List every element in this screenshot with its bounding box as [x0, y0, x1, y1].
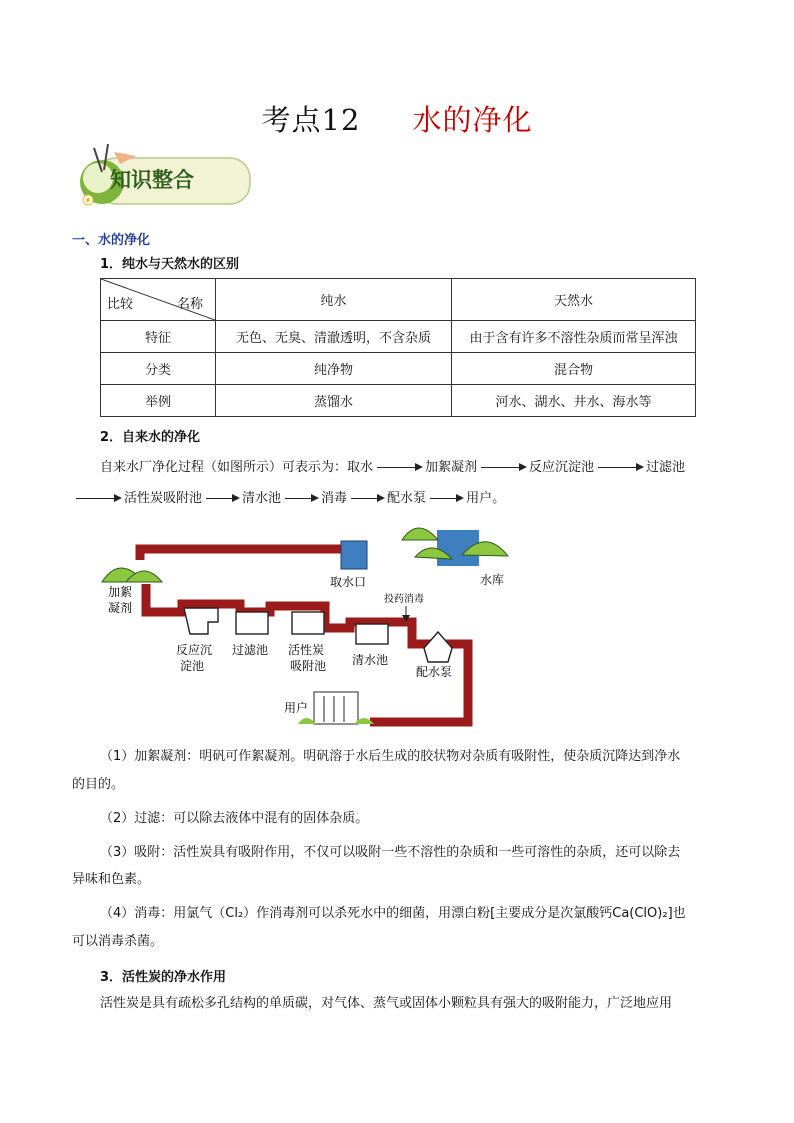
comparison-table	[100, 278, 696, 417]
label-filter: 过滤池	[232, 643, 269, 657]
banner-title: 知识整合	[110, 167, 194, 192]
arrow-icon	[377, 467, 421, 468]
water-treatment-diagram	[96, 512, 516, 734]
label-carbon-2: 吸附池	[290, 659, 327, 673]
coagulant-hills	[102, 568, 162, 582]
corner-right-label: 名称	[177, 297, 204, 312]
arrow-icon	[430, 498, 462, 499]
title-number: 考点12	[261, 103, 361, 137]
flow-line-2: 活性炭吸附池 清水池 消毒 配水泵 用户。	[72, 487, 505, 506]
label-settle-1: 反应沉	[176, 643, 213, 657]
label-reservoir: 水库	[480, 573, 505, 587]
label-coag-1: 加絮	[108, 585, 133, 599]
table-corner-cell	[101, 279, 216, 321]
para-2: （2）过滤：可以除去液体中混有的固体杂质。	[100, 811, 369, 826]
para-1b: 的目的。	[72, 777, 125, 792]
table-row: 分类 纯净物 混合物	[101, 353, 696, 385]
label-coag-2: 凝剂	[108, 601, 133, 615]
subheading-1: 1．纯水与天然水的区别	[100, 257, 240, 272]
para-3b: 异味和色素。	[72, 872, 151, 887]
arrow-icon	[481, 467, 525, 468]
corner-left-label: 比较	[107, 297, 134, 312]
subheading-2: 2．自来水的净化	[100, 430, 201, 445]
label-pump: 配水泵	[416, 665, 453, 679]
section-heading: 一、水的净化	[72, 233, 151, 248]
para-5: 活性炭是具有疏松多孔结构的单质碳，对气体、蒸气或固体小颗粒具有强大的吸附能力，广泛地应用	[100, 996, 673, 1011]
label-dose: 投药消毒	[384, 594, 424, 605]
label-carbon-1: 活性炭	[288, 643, 325, 657]
page-title	[0, 98, 794, 139]
reservoir	[402, 528, 508, 566]
arrow-icon	[285, 498, 317, 499]
arrow-icon	[598, 467, 642, 468]
para-3a: （3）吸附：活性炭具有吸附作用，不仅可以吸附一些不溶性的杂质和一些可溶性的杂质，还可以除去	[100, 845, 681, 860]
title-topic: 水的净化	[412, 103, 533, 137]
intake-box	[341, 541, 367, 569]
para-4b: 可以消毒杀菌。	[72, 934, 164, 949]
flow-line-1: 自来水厂净化过程（如图所示）可表示为：取水 加絮凝剂 反应沉淀池 过滤池	[100, 460, 686, 475]
arrow-icon	[76, 498, 120, 499]
label-clear: 清水池	[352, 653, 389, 667]
label-user: 用户	[284, 701, 309, 715]
table-row: 特征 无色、无臭、清澈透明，不含杂质 由于含有许多不溶性杂质而常呈浑浊	[101, 321, 696, 353]
subheading-3: 3．活性炭的净水作用	[100, 970, 227, 985]
table-header-pure: 纯水	[216, 279, 452, 321]
label-settle-2: 淀池	[180, 659, 205, 673]
knowledge-banner	[74, 142, 254, 218]
para-4a: （4）消毒：用氯气（Cl₂）作消毒剂可以杀死水中的细菌，用漂白粉[主要成分是次氯酸钙Ca(ClO)₂]也	[100, 906, 686, 921]
pipe	[140, 549, 468, 722]
table-row: 举例 蒸馏水 河水、湖水、井水、海水等	[101, 385, 696, 417]
label-intake: 取水口	[330, 575, 367, 589]
para-1a: （1）加絮凝剂：明矾可作絮凝剂。明矾溶于水后生成的胶状物对杂质有吸附性，使杂质沉降达到净水	[100, 749, 681, 764]
arrow-icon	[206, 498, 238, 499]
table-header-natural: 天然水	[452, 279, 696, 321]
arrow-icon	[351, 498, 383, 499]
user-building	[314, 692, 358, 724]
